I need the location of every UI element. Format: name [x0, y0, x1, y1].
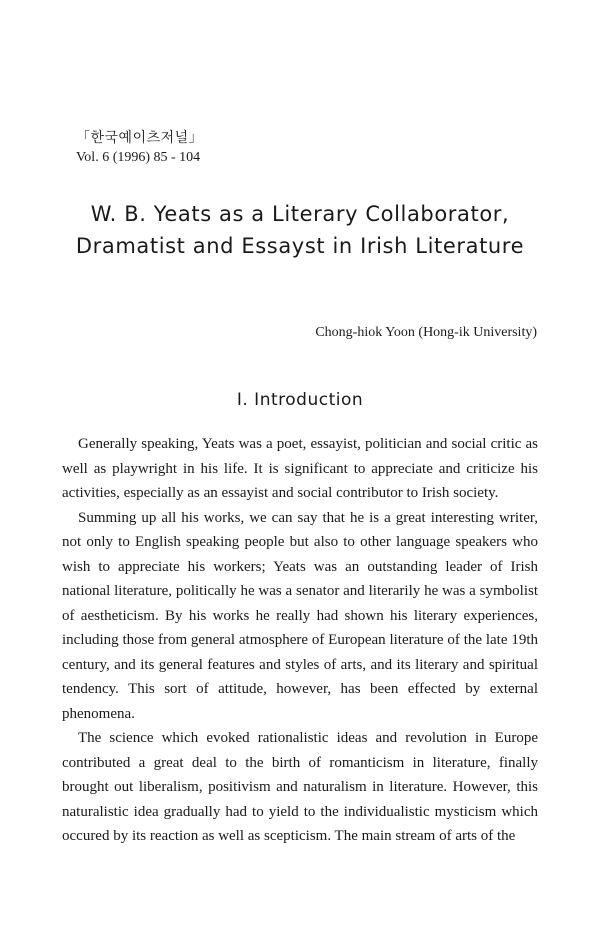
journal-name: 「한국예이츠저널」 [76, 131, 204, 146]
paragraph-3: The science which evoked rationalistic ideas and revolution in Europe contributed a great deal to the birth of romanticism in literature, finally brought out liberalism, positivism and naturalism in literature. However, this naturalistic idea gradually had to yield to the individualistic mysticism which occured by its reaction as well as scepticism. The main stream of arts of the [62, 730, 538, 844]
author-affiliation: Chong-hiok Yoon (Hong-ik University) [315, 325, 537, 340]
paper-title-line-2: Dramatist and Essayst in Irish Literature [75, 234, 525, 258]
body-text [62, 432, 538, 849]
section-heading: I. Introduction [236, 390, 364, 410]
paragraph-2: Summing up all his works, we can say that he is a great interesting writer, not only to English speaking people but also to other language speakers who wish to appreciate his workers; Yeats was an outstanding leader of Irish national literature, politically he was a senator and literarily he was a symbolist of aestheticism. By his works he really had shown his literary experiences, including those from general atmosphere of European literature of the late 19th century, and its general features and styles of arts, and its literary and spiritual tendency. This sort of attitude, however, has been effected by external phenomena. [62, 509, 538, 722]
paragraph-1: Generally speaking, Yeats was a poet, essayist, politician and social critic as well as playwright in his life. It is significant to appreciate and criticize his activities, especially as an essayist and social contributor to Irish society. [62, 436, 538, 501]
paper-title [0, 198, 600, 262]
volume-info: Vol. 6 (1996) 85 - 104 [76, 150, 201, 165]
paper-title-line-1: W. B. Yeats as a Literary Collaborator, [90, 202, 510, 226]
